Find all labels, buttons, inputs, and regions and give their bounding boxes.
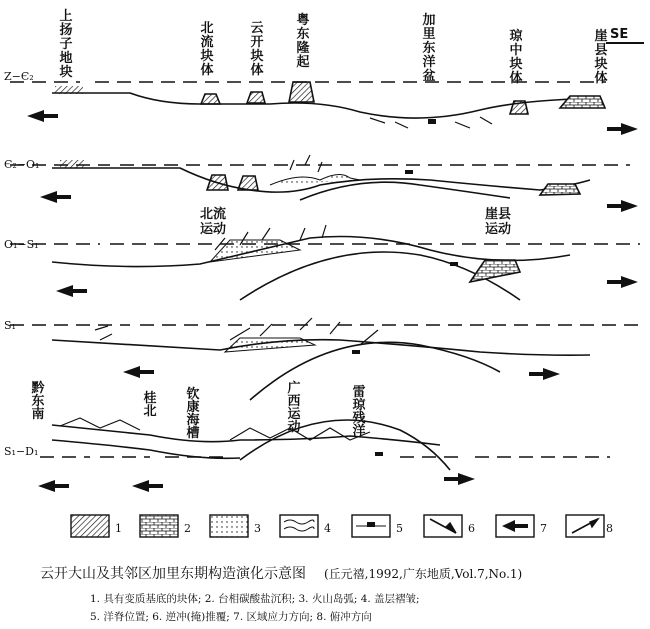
legend-description-line-2: 5. 洋脊位置; 6. 逆冲(掩)推覆; 7. 区域应力方向; 8. 俯冲方向 — [90, 611, 372, 623]
event-label-leiqiong-ocean: 雷琼残洋 — [352, 385, 366, 439]
caption-title: 云开大山及其邻区加里东期构造演化示意图 — [40, 566, 306, 582]
figure-caption — [40, 563, 640, 583]
legend-item-2 — [140, 515, 191, 537]
legend-num-7: 7 — [540, 522, 547, 535]
legend-item-5 — [352, 515, 403, 537]
legend-num-1: 1 — [115, 522, 122, 535]
block-label-yuedong: 粤东隆起 — [296, 13, 310, 70]
legend-num-2: 2 — [184, 522, 191, 535]
direction-label: SE — [610, 27, 629, 42]
event-label-guibei: 桂北 — [143, 391, 157, 419]
stress-arrows-4 — [123, 366, 560, 380]
block-label-yaxian: 崖县块体 — [594, 29, 608, 86]
legend-num-4: 4 — [324, 522, 331, 535]
legend — [71, 515, 613, 537]
block-label-qiongzhong: 琼中块体 — [509, 29, 523, 86]
legend-item-7 — [496, 515, 547, 537]
legend-item-4 — [280, 515, 331, 537]
stress-arrows-3 — [56, 276, 638, 297]
stage-label-3: O₁−S₁ — [4, 238, 39, 251]
legend-description-line-1: 1. 具有变质基底的块体; 2. 台相碳酸盐沉积; 3. 火山岛弧; 4. 盖层褶皱; — [90, 593, 420, 605]
event-label-guangxi-movement: 广西运动 — [287, 381, 301, 435]
legend-num-8: 8 — [606, 522, 613, 535]
stress-arrows-5 — [38, 473, 475, 492]
section-stage-5 — [40, 418, 610, 470]
legend-item-8 — [566, 515, 613, 537]
stage-label-4: S₁ — [4, 319, 16, 332]
legend-description — [90, 590, 650, 626]
block-label-yunkai: 云开块体 — [250, 21, 264, 78]
legend-item-3 — [210, 515, 261, 537]
block-label-upper-yangtze: 上扬子地块 — [59, 9, 73, 80]
event-label-yaxian-movement: 崖县运动 — [485, 207, 512, 237]
legend-num-6: 6 — [468, 522, 475, 535]
event-label-qiandongnan: 黔东南 — [31, 381, 45, 422]
block-labels — [59, 9, 607, 86]
event-label-beiliu-movement: 北流运动 — [200, 207, 227, 237]
legend-num-5: 5 — [396, 522, 403, 535]
section-stage-2 — [10, 155, 630, 200]
section-stage-1 — [10, 82, 606, 128]
event-label-qinkang-trough: 钦康海槽 — [186, 387, 200, 441]
stage-label-5: S₁−D₁ — [4, 445, 39, 458]
legend-item-1 — [71, 515, 122, 537]
stress-arrows-1 — [27, 110, 638, 135]
stage-label-2: Є₂−O₁ — [4, 158, 40, 171]
block-label-caledonian-basin: 加里东洋盆 — [422, 13, 436, 84]
block-label-beiliu: 北流块体 — [200, 21, 214, 78]
section-stage-4 — [10, 318, 640, 400]
caption-citation: (丘元禧,1992,广东地质,Vol.7,No.1) — [324, 567, 523, 581]
direction-indicator — [606, 27, 644, 43]
legend-item-6 — [424, 515, 475, 537]
stage-label-1: Z−Є₂ — [4, 70, 34, 83]
section-stage-3 — [10, 225, 640, 300]
legend-num-3: 3 — [254, 522, 261, 535]
